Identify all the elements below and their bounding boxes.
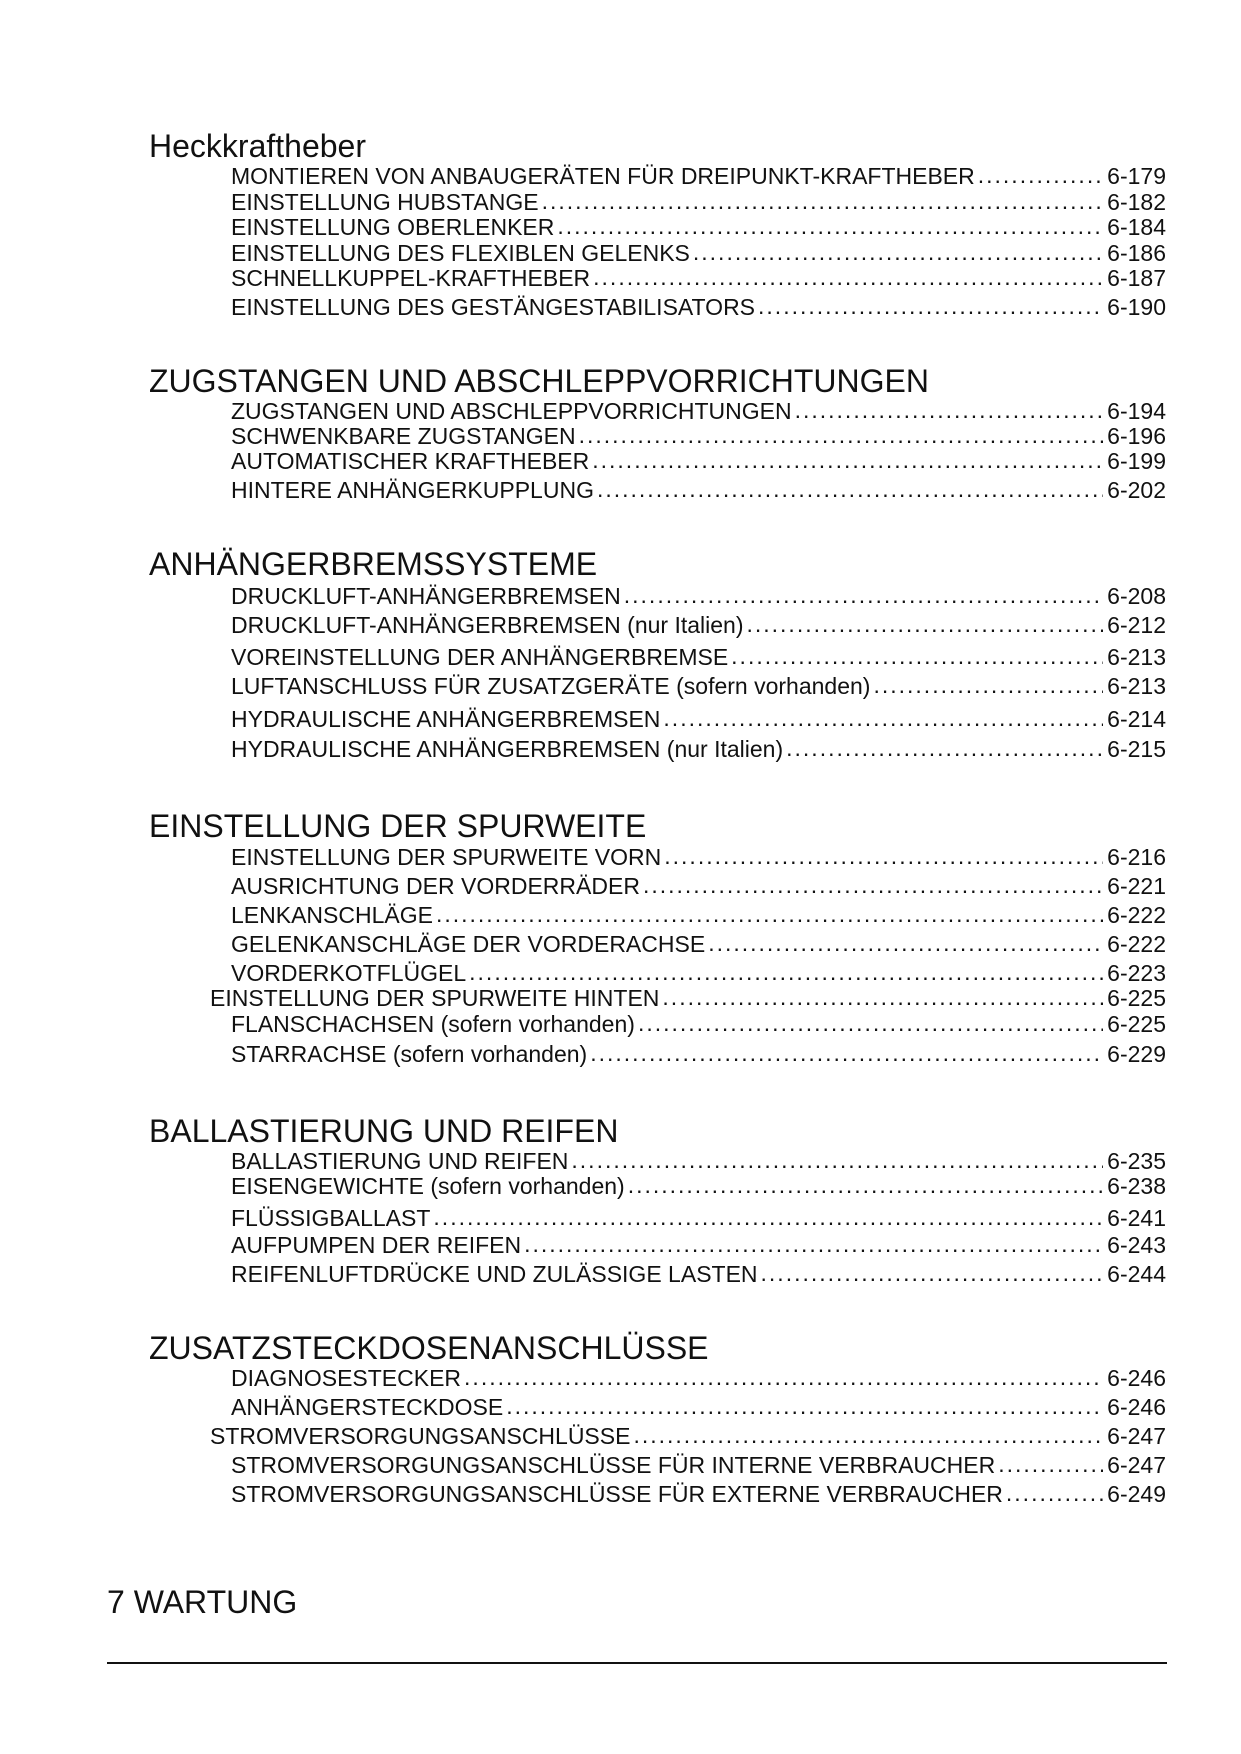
- toc-entry-page: 6-212: [1107, 612, 1166, 638]
- toc-leader-dots: [579, 422, 1104, 448]
- toc-entry-page: 6-184: [1107, 214, 1166, 240]
- toc-leader-dots: [638, 1010, 1103, 1036]
- toc-leader-dots: [643, 872, 1103, 898]
- toc-entry[interactable]: [231, 477, 1166, 503]
- toc-entry[interactable]: [231, 931, 1166, 957]
- toc-entry-label: EINSTELLUNG DES GESTÄNGESTABILISATORS: [231, 294, 756, 320]
- toc-entry-label: STROMVERSORGUNGSANSCHLÜSSE FÜR INTERNE VERBRAUCHER: [231, 1452, 996, 1478]
- toc-entry[interactable]: [231, 706, 1166, 732]
- toc-entry[interactable]: [231, 612, 1166, 638]
- toc-entry[interactable]: [231, 1452, 1166, 1478]
- toc-entry-page: 6-213: [1107, 673, 1166, 699]
- toc-entry[interactable]: [231, 189, 1166, 215]
- toc-entry[interactable]: [231, 265, 1166, 291]
- toc-leader-dots: [628, 1172, 1103, 1198]
- toc-leader-dots: [633, 1422, 1103, 1448]
- section-title-anhaengerbremssysteme: ANHÄNGERBREMSSYSTEME: [149, 546, 598, 582]
- toc-entry-page: 6-186: [1107, 240, 1166, 266]
- toc-entry-label: ZUGSTANGEN UND ABSCHLEPPVORRICHTUNGEN: [231, 398, 792, 424]
- toc-entry-label: HINTERE ANHÄNGERKUPPLUNG: [231, 477, 594, 503]
- toc-entry-label: EINSTELLUNG HUBSTANGE: [231, 189, 539, 215]
- toc-entry-label: ANHÄNGERSTECKDOSE: [231, 1394, 504, 1420]
- toc-entry-page: 6-222: [1107, 931, 1166, 957]
- toc-leader-dots: [506, 1393, 1103, 1419]
- toc-entry-page: 6-222: [1107, 902, 1166, 928]
- toc-entry-page: 6-247: [1107, 1452, 1166, 1478]
- toc-entry-label: DIAGNOSESTECKER: [231, 1365, 462, 1391]
- toc-entry[interactable]: [231, 960, 1166, 986]
- toc-leader-dots: [624, 582, 1103, 608]
- toc-entry[interactable]: [231, 1481, 1166, 1507]
- toc-entry-label: EINSTELLUNG DES FLEXIBLEN GELENKS: [231, 240, 690, 266]
- toc-entry[interactable]: [231, 673, 1166, 699]
- toc-entry-label: HYDRAULISCHE ANHÄNGERBREMSEN (nur Italien): [231, 736, 784, 762]
- section-title-ballastierung: BALLASTIERUNG UND REIFEN: [149, 1113, 619, 1149]
- toc-entry-page: 6-247: [1107, 1423, 1166, 1449]
- toc-leader-dots: [758, 293, 1103, 319]
- toc-entry-label: EISENGEWICHTE (sofern vorhanden): [231, 1173, 625, 1199]
- toc-leader-dots: [524, 1231, 1103, 1257]
- toc-leader-dots: [786, 735, 1103, 761]
- toc-entry[interactable]: [231, 644, 1166, 670]
- toc-entry[interactable]: [231, 1261, 1166, 1287]
- toc-entry-page: 6-243: [1107, 1232, 1166, 1258]
- toc-entry-page: 6-229: [1107, 1041, 1166, 1067]
- toc-leader-dots: [978, 162, 1103, 188]
- toc-leader-dots: [693, 239, 1103, 265]
- toc-leader-dots: [590, 1040, 1103, 1066]
- toc-leader-dots: [761, 1260, 1104, 1286]
- toc-leader-dots: [731, 643, 1103, 669]
- toc-entry-label: EINSTELLUNG DER SPURWEITE HINTEN: [210, 985, 660, 1011]
- toc-entry-page: 6-216: [1107, 844, 1166, 870]
- toc-entry-page: 6-187: [1107, 265, 1166, 291]
- toc-leader-dots: [795, 397, 1104, 423]
- toc-entry[interactable]: [231, 1148, 1166, 1174]
- chapter-title: 7 WARTUNG: [107, 1584, 298, 1620]
- toc-entry-page: 6-246: [1107, 1365, 1166, 1391]
- toc-entry-label: HYDRAULISCHE ANHÄNGERBREMSEN: [231, 706, 661, 732]
- section-title-heckkraftheber: Heckkraftheber: [149, 128, 366, 164]
- toc-leader-dots: [542, 188, 1104, 214]
- toc-entry-page: 6-196: [1107, 423, 1166, 449]
- toc-entry[interactable]: [231, 1365, 1166, 1391]
- toc-entry-label: STARRACHSE (sofern vorhanden): [231, 1041, 588, 1067]
- toc-entry-label: VORDERKOTFLÜGEL: [231, 960, 467, 986]
- horizontal-rule: [107, 1662, 1167, 1664]
- toc-entry[interactable]: [231, 736, 1166, 762]
- toc-entry-page: 6-194: [1107, 398, 1166, 424]
- toc-entry-label: VOREINSTELLUNG DER ANHÄNGERBREMSE: [231, 644, 729, 670]
- toc-entry-page: 6-235: [1107, 1148, 1166, 1174]
- toc-leader-dots: [664, 843, 1103, 869]
- toc-entry-label: EINSTELLUNG DER SPURWEITE VORN: [231, 844, 662, 870]
- toc-entry-label: REIFENLUFTDRÜCKE UND ZULÄSSIGE LASTEN: [231, 1261, 758, 1287]
- toc-entry-page: 6-241: [1107, 1205, 1166, 1231]
- section-title-zusatzsteckdosen: ZUSATZSTECKDOSENANSCHLÜSSE: [149, 1330, 709, 1366]
- toc-leader-dots: [469, 959, 1103, 985]
- toc-entry-page: 6-208: [1107, 583, 1166, 609]
- toc-entry[interactable]: [231, 398, 1166, 424]
- toc-leader-dots: [746, 611, 1103, 637]
- toc-entry[interactable]: [231, 1394, 1166, 1420]
- toc-entry[interactable]: [231, 583, 1166, 609]
- toc-entry-page: 6-238: [1107, 1173, 1166, 1199]
- toc-entry[interactable]: [231, 873, 1166, 899]
- toc-leader-dots: [873, 672, 1103, 698]
- toc-entry-label: AUTOMATISCHER KRAFTHEBER: [231, 448, 590, 474]
- toc-entry-page: 6-190: [1107, 294, 1166, 320]
- toc-entry-page: 6-221: [1107, 873, 1166, 899]
- toc-entry-page: 6-199: [1107, 448, 1166, 474]
- toc-entry-label: AUSRICHTUNG DER VORDERRÄDER: [231, 873, 640, 899]
- toc-entry-page: 6-223: [1107, 960, 1166, 986]
- toc-entry-label: GELENKANSCHLÄGE DER VORDERACHSE: [231, 931, 706, 957]
- toc-entry[interactable]: [231, 902, 1166, 928]
- toc-leader-dots: [464, 1364, 1103, 1390]
- toc-entry[interactable]: [231, 448, 1166, 474]
- toc-entry-page: 6-225: [1107, 1011, 1166, 1037]
- toc-entry[interactable]: [231, 294, 1166, 320]
- toc-entry-page: 6-249: [1107, 1481, 1166, 1507]
- toc-entry[interactable]: [231, 1173, 1166, 1199]
- toc-entry[interactable]: [231, 1232, 1166, 1258]
- toc-entry-label: SCHWENKBARE ZUGSTANGEN: [231, 423, 576, 449]
- toc-entry-page: 6-182: [1107, 189, 1166, 215]
- toc-entry-label: EINSTELLUNG OBERLENKER: [231, 214, 555, 240]
- toc-entry[interactable]: [231, 163, 1166, 189]
- toc-entry[interactable]: [231, 240, 1166, 266]
- toc-entry-page: 6-213: [1107, 644, 1166, 670]
- toc-entry-label: STROMVERSORGUNGSANSCHLÜSSE FÜR EXTERNE VERBRAUCHER: [231, 1481, 1003, 1507]
- toc-entry-label: FLANSCHACHSEN (sofern vorhanden): [231, 1011, 635, 1037]
- toc-entry[interactable]: [231, 214, 1166, 240]
- toc-entry-label: STROMVERSORGUNGSANSCHLÜSSE: [210, 1423, 631, 1449]
- toc-entry-page: 6-179: [1107, 163, 1166, 189]
- toc-entry-page: 6-244: [1107, 1261, 1166, 1287]
- section-title-spurweite: EINSTELLUNG DER SPURWEITE: [149, 808, 647, 844]
- toc-entry-label: DRUCKLUFT-ANHÄNGERBREMSEN (nur Italien): [231, 612, 744, 638]
- toc-entry-label: DRUCKLUFT-ANHÄNGERBREMSEN: [231, 583, 621, 609]
- toc-entry-label: AUFPUMPEN DER REIFEN: [231, 1232, 522, 1258]
- toc-entry-page: 6-202: [1107, 477, 1166, 503]
- toc-leader-dots: [433, 1204, 1103, 1230]
- toc-entry-page: 6-214: [1107, 706, 1166, 732]
- toc-leader-dots: [708, 930, 1103, 956]
- toc-entry-label: LUFTANSCHLUSS FÜR ZUSATZGERÄTE (sofern vorhanden): [231, 673, 871, 699]
- toc-entry[interactable]: [210, 985, 1166, 1011]
- toc-entry-label: MONTIEREN VON ANBAUGERÄTEN FÜR DREIPUNKT-KRAFTHEBER: [231, 163, 975, 189]
- section-title-zugstangen: ZUGSTANGEN UND ABSCHLEPPVORRICHTUNGEN: [149, 363, 929, 399]
- toc-entry[interactable]: [231, 1041, 1166, 1067]
- toc-entry-page: 6-246: [1107, 1394, 1166, 1420]
- toc-leader-dots: [557, 213, 1103, 239]
- toc-entry[interactable]: [210, 1423, 1166, 1449]
- toc-leader-dots: [662, 984, 1103, 1010]
- toc-entry[interactable]: [231, 1205, 1166, 1231]
- toc-leader-dots: [597, 476, 1103, 502]
- toc-entry[interactable]: [231, 1011, 1166, 1037]
- toc-leader-dots: [592, 447, 1103, 473]
- toc-entry-label: LENKANSCHLÄGE: [231, 902, 433, 928]
- toc-entry-label: BALLASTIERUNG UND REIFEN: [231, 1148, 569, 1174]
- toc-entry-page: 6-225: [1107, 985, 1166, 1011]
- toc-entry-label: FLÜSSIGBALLAST: [231, 1205, 431, 1231]
- toc-leader-dots: [1006, 1480, 1103, 1506]
- toc-leader-dots: [593, 264, 1103, 290]
- toc-entry-page: 6-215: [1107, 736, 1166, 762]
- toc-entry[interactable]: [231, 844, 1166, 870]
- toc-entry-label: SCHNELLKUPPEL-KRAFTHEBER: [231, 265, 591, 291]
- toc-leader-dots: [998, 1451, 1103, 1477]
- toc-leader-dots: [663, 705, 1103, 731]
- toc-leader-dots: [436, 901, 1103, 927]
- toc-entry[interactable]: [231, 423, 1166, 449]
- toc-leader-dots: [571, 1147, 1103, 1173]
